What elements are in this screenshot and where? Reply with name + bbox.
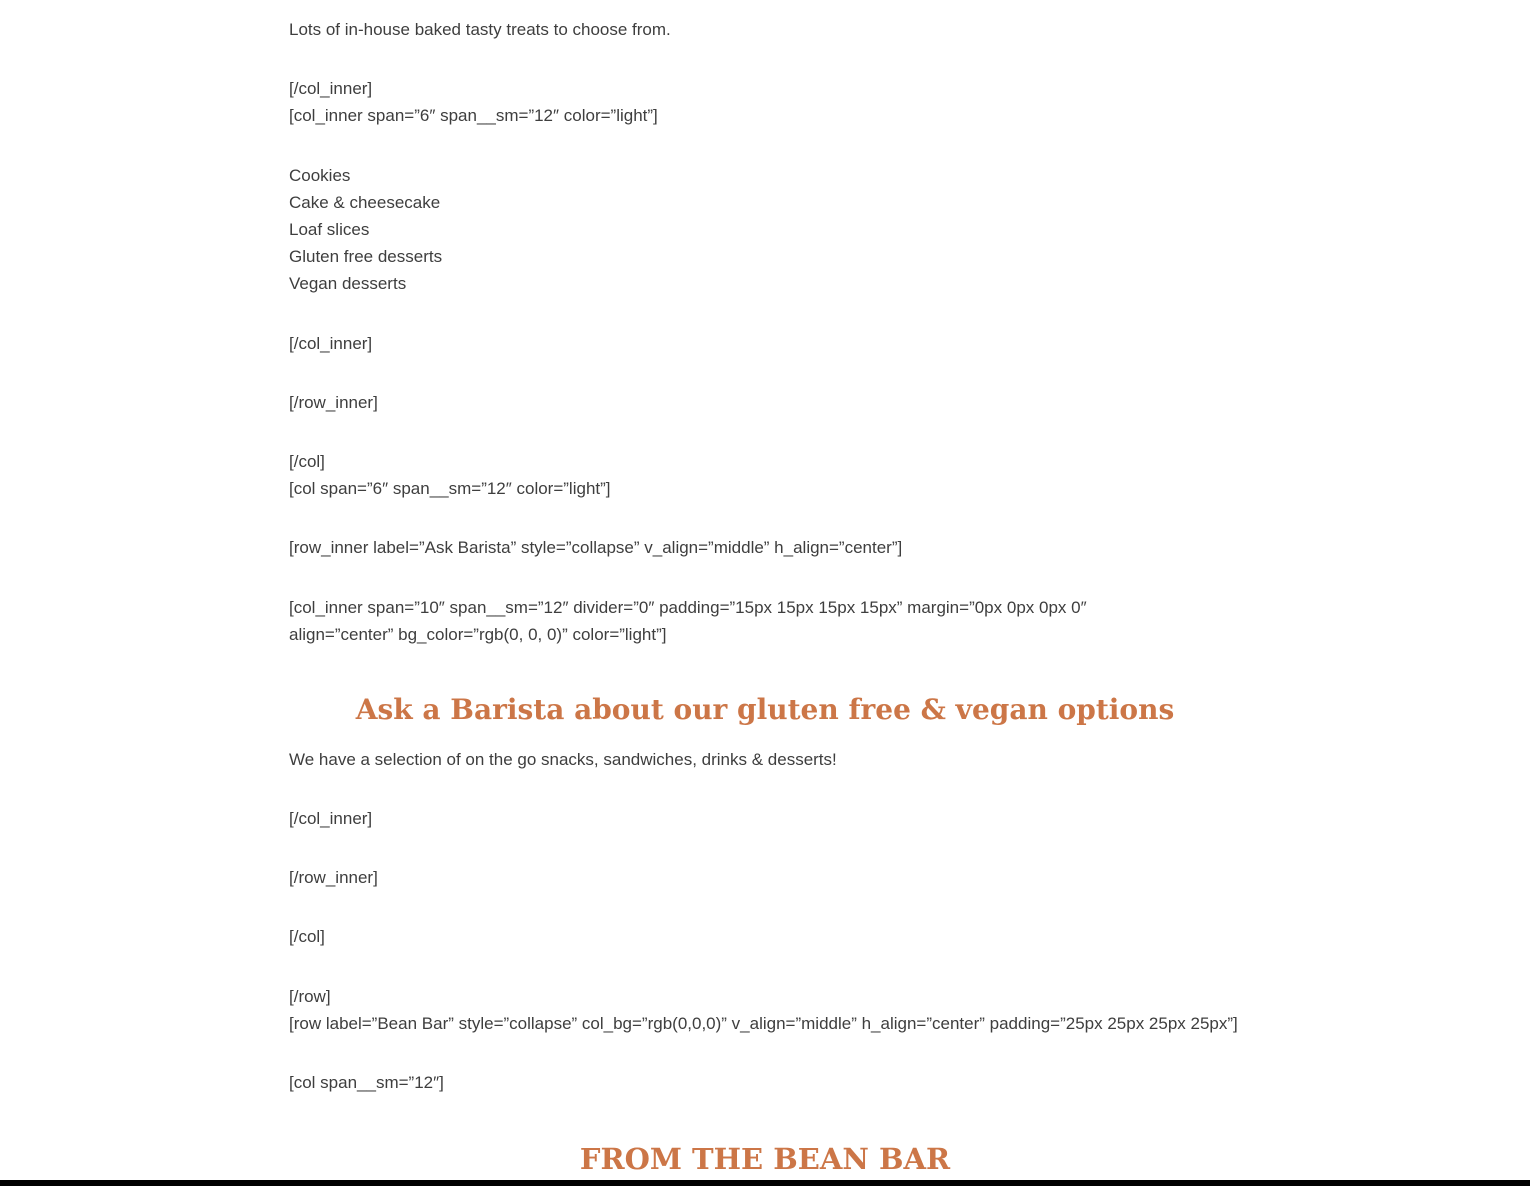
shortcode-text: [/col_inner] [289,809,373,828]
bean-bar-heading: FROM THE BEAN BAR [579,1142,951,1176]
shortcode-text: [col_inner span=”6″ span__sm=”12″ color=”light”] [289,106,658,125]
list-item: Vegan desserts [289,274,407,293]
shortcode-text: [col span=”6″ span__sm=”12″ color=”light”] [289,479,611,498]
barista-heading: Ask a Barista about our gluten free & vegan options [355,693,1175,726]
intro-text: Lots of in-house baked tasty treats to choose from. [289,20,671,39]
list-item: Cookies [289,166,351,185]
shortcode-text: [row_inner label=”Ask Barista” style=”collapse” v_align=”middle” h_align=”center”] [289,538,903,557]
shortcode-text: [/row] [289,987,331,1006]
shortcode-text: [/row_inner] [289,393,378,412]
list-item: Cake & cheesecake [289,193,441,212]
shortcode-text: [col span__sm=”12″] [289,1073,444,1092]
barista-description: We have a selection of on the go snacks, sandwiches, drinks & desserts! [289,750,837,769]
shortcode-text: [/col] [289,452,325,471]
shortcode-text: [/col_inner] [289,334,373,353]
list-item: Loaf slices [289,220,370,239]
shortcode-text: [/col] [289,927,325,946]
bottom-bar [0,1180,1530,1186]
shortcode-text: [/row_inner] [289,868,378,887]
list-item: Gluten free desserts [289,247,443,266]
shortcode-text: [col_inner span=”10″ span__sm=”12″ divider=”0″ padding=”15px 15px 15px 15px” margin=”0px 0px 0px 0″ align=”center” bg_color=”rgb(0, 0, 0)” color=”light”] [289,598,1087,644]
shortcode-text: [/col_inner] [289,79,373,98]
shortcode-text: [row label=”Bean Bar” style=”collapse” col_bg=”rgb(0,0,0)” v_align=”middle” h_align=”center” padding=”25px 25px 25px 25px”] [289,1014,1238,1033]
